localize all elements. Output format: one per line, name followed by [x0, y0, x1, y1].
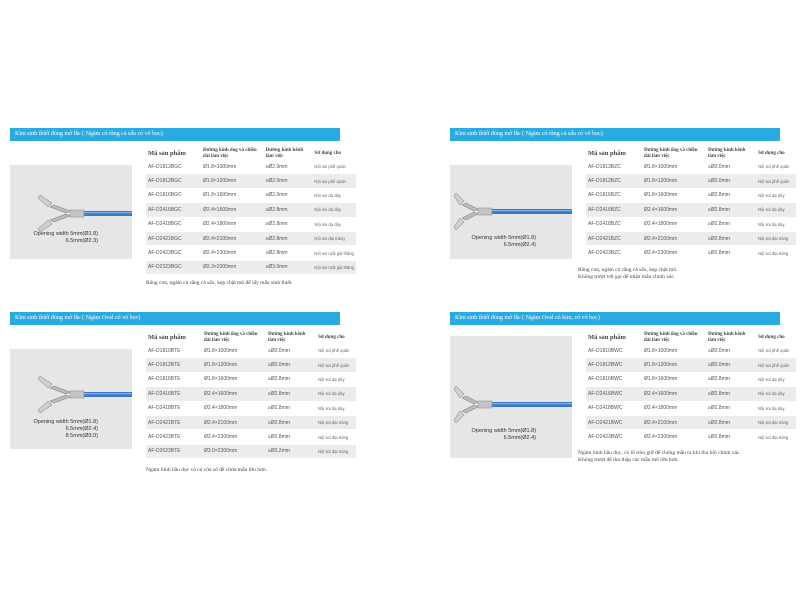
product-code-cell: AF-D1810BWC: [586, 344, 642, 358]
diameter-length-cell: Ø3.0×2300mm: [202, 444, 266, 458]
diameter-length-cell: Ø1.8×1200mm: [201, 174, 264, 188]
usage-cell: Nội soi dạ dày: [756, 387, 796, 401]
product-code-cell: AF-D1812BZC: [586, 174, 642, 188]
channel-diameter-cell: ≥Ø2.8mm: [706, 430, 756, 444]
channel-diameter-cell: ≥Ø2.8mm: [264, 231, 313, 245]
forceps-image: [10, 165, 132, 259]
diameter-length-cell: Ø1.8×1000mm: [201, 160, 264, 174]
product-code-cell: AF-D1813BGC: [146, 160, 201, 174]
usage-cell: Nội soi dạ dày: [312, 188, 356, 202]
diameter-length-cell: Ø2.4×2100mm: [642, 415, 706, 429]
table-row: [586, 372, 796, 386]
usage-cell: Nội soi dạ dày: [756, 372, 796, 386]
diameter-length-cell: Ø2.4×1600mm: [202, 387, 266, 401]
usage-cell: Nội soi dạ dày: [756, 401, 796, 415]
diameter-length-cell: Ø2.4×1800mm: [642, 401, 706, 415]
col-header-code: Mã sản phẩm: [588, 150, 626, 157]
table-row: [586, 188, 796, 202]
diameter-length-cell: Ø2.4×1600mm: [642, 203, 706, 217]
usage-cell: Nội soi phế quản: [312, 174, 356, 188]
diameter-length-cell: Ø1.8×1200mm: [642, 174, 706, 188]
usage-cell: Nội soi dạ dày: [756, 217, 796, 231]
panel-note: Răng cưa, ngàm có răng cá sấu, kẹp chặt mô để lấy mẫu sinh thiết.: [146, 280, 293, 286]
opening-width-caption: Opening width 5mm(Ø1.8) 6.5mm(Ø2.4) 8.5mm(Ø3.0): [33, 419, 98, 439]
col-header-channel: Đường kính kênh làm việc: [708, 148, 746, 159]
table-row: [146, 217, 356, 231]
product-code-cell: AF-D2416BZC: [586, 203, 642, 217]
opening-width-caption: Opening width 5mm(Ø1.8) 6.5mm(Ø2.4): [471, 235, 536, 248]
usage-cell: Nội soi phế quản: [756, 160, 796, 174]
spec-table: [146, 148, 356, 275]
table-row: [146, 246, 356, 260]
channel-diameter-cell: ≥Ø2.8mm: [706, 401, 756, 415]
channel-diameter-cell: ≥Ø3.2mm: [266, 444, 316, 458]
col-header-channel: Đường kính kênh làm việc: [265, 148, 304, 159]
product-code-cell: AF-D2418BGC: [146, 217, 201, 231]
panel-note: Ngàm hình bầu dục, có lỗ tròn giữ để chống mẫu ra khi thu hồi chính xác. Không trượt để thu thập các mẫu mô lớn hơn.: [578, 450, 741, 463]
channel-diameter-cell: ≥Ø2.0mm: [264, 188, 313, 202]
panel-title-bar: Kìm sinh thiết đóng mở lắc ( Ngàm có răng cá sấu có vỏ bọc): [10, 128, 340, 141]
table-row: [586, 401, 796, 415]
table-row: [586, 231, 796, 245]
col-header-code: Mã sản phẩm: [588, 334, 626, 341]
table-row: [586, 246, 796, 260]
product-code-cell: AF-D1812BGC: [146, 174, 201, 188]
diameter-length-cell: Ø2.4×1800mm: [201, 217, 264, 231]
table-row: [146, 444, 356, 458]
channel-diameter-cell: ≥Ø2.8mm: [264, 246, 313, 260]
table-row: [586, 430, 796, 444]
usage-cell: Nội soi ruột già thăng: [312, 260, 356, 274]
product-code-cell: AF-D2416BWC: [586, 387, 642, 401]
usage-cell: Nội soi đại tràng: [756, 246, 796, 260]
panel-title-bar: Kìm sinh thiết đóng mở lắc ( Ngàm Oval có kim, có vỏ bọc): [450, 312, 780, 325]
col-header-usage: Sử dụng cho: [318, 335, 345, 340]
channel-diameter-cell: ≥Ø2.8mm: [706, 231, 756, 245]
table-row: [146, 188, 356, 202]
diameter-length-cell: Ø1.8×1200mm: [642, 358, 706, 372]
diameter-length-cell: Ø2.4×2100mm: [201, 231, 264, 245]
product-code-cell: AF-D2323BGC: [146, 260, 201, 274]
product-code-cell: AF-D1816BZC: [586, 188, 642, 202]
usage-cell: Nội soi đại tràng: [312, 231, 356, 245]
table-row: [146, 344, 356, 358]
col-header-diameter: Đường kính ống và chiều dài làm việc: [644, 332, 698, 343]
product-code-cell: AF-D1812BTE: [146, 358, 202, 372]
usage-cell: Nội soi ruột già thăng: [312, 246, 356, 260]
panel-note: Ngàm hình bầu dục và có cửa sổ để chứa mẫu lớn hơn.: [146, 467, 267, 473]
col-header-channel: Đường kính kênh làm việc: [708, 332, 746, 343]
channel-diameter-cell: ≥Ø2.8mm: [266, 372, 316, 386]
usage-cell: Nội soi phế quản: [756, 174, 796, 188]
channel-diameter-cell: ≥Ø2.8mm: [706, 188, 756, 202]
col-header-code: Mã sản phẩm: [148, 334, 186, 341]
usage-cell: Nội soi phế quản: [756, 358, 796, 372]
channel-diameter-cell: ≥Ø2.8mm: [266, 415, 316, 429]
channel-diameter-cell: ≥Ø2.0mm: [706, 174, 756, 188]
table-row: [146, 203, 356, 217]
product-panel-3: [10, 312, 350, 473]
diameter-length-cell: Ø2.4×1600mm: [201, 203, 264, 217]
channel-diameter-cell: ≥Ø2.0mm: [706, 358, 756, 372]
channel-diameter-cell: ≥Ø2.8mm: [706, 387, 756, 401]
channel-diameter-cell: ≥Ø2.8mm: [706, 217, 756, 231]
table-row: [146, 430, 356, 444]
product-code-cell: AF-D2423BWC: [586, 430, 642, 444]
table-row: [586, 160, 796, 174]
diameter-length-cell: Ø2.4×1800mm: [642, 217, 706, 231]
product-code-cell: AF-D1816BGC: [146, 188, 201, 202]
channel-diameter-cell: ≥Ø3.0mm: [264, 260, 313, 274]
product-code-cell: AF-D1813BZC: [586, 160, 642, 174]
usage-cell: Nội soi đại tràng: [316, 430, 356, 444]
product-code-cell: AF-D2423BZC: [586, 246, 642, 260]
table-row: [146, 358, 356, 372]
usage-cell: Nội soi phế quản: [312, 160, 356, 174]
table-row: [586, 203, 796, 217]
product-code-cell: AF-D1816BWC: [586, 372, 642, 386]
table-row: [146, 415, 356, 429]
col-header-diameter: Đường kính ống và chiều dài làm việc: [203, 148, 257, 159]
channel-diameter-cell: ≥Ø2.0mm: [706, 344, 756, 358]
diameter-length-cell: Ø1.8×1200mm: [202, 358, 266, 372]
product-code-cell: AF-D2423BTE: [146, 430, 202, 444]
channel-diameter-cell: ≥Ø2.8mm: [706, 372, 756, 386]
opening-width-caption: Opening width 5mm(Ø1.8) 6.5mm(Ø2.4): [471, 428, 536, 441]
spec-table: [586, 148, 796, 261]
diameter-length-cell: Ø2.4×2100mm: [202, 415, 266, 429]
diameter-length-cell: Ø1.8×1000mm: [642, 344, 706, 358]
usage-cell: Nội soi dạ dày: [756, 188, 796, 202]
product-code-cell: AF-D1810BTE: [146, 344, 202, 358]
table-row: [586, 344, 796, 358]
product-code-cell: AF-D2421BGC: [146, 231, 201, 245]
col-header-usage: Sử dụng cho: [314, 151, 342, 156]
table-row: [586, 358, 796, 372]
diameter-length-cell: Ø1.8×1600mm: [201, 188, 264, 202]
col-header-usage: Sử dụng cho: [758, 335, 785, 340]
diameter-length-cell: Ø2.4×2300mm: [201, 246, 264, 260]
diameter-length-cell: Ø2.4×2300mm: [642, 430, 706, 444]
usage-cell: Nội soi dạ dày: [316, 372, 356, 386]
product-code-cell: AF-D2421BZC: [586, 231, 642, 245]
product-code-cell: AF-D2418BWC: [586, 401, 642, 415]
table-row: [146, 260, 356, 274]
col-header-channel: Đường kính kênh làm việc: [268, 332, 306, 343]
table-row: [146, 174, 356, 188]
usage-cell: Nội soi đại tràng: [756, 231, 796, 245]
usage-cell: Nội soi dạ dày: [312, 203, 356, 217]
panel-title-bar: Kìm sinh thiết đóng mở lắc ( Ngàm Oval có vỏ bọc): [10, 312, 340, 325]
panel-note: Răng cưa, ngàm có răng cá sấu, kẹp chặt mô. Không trượt với gai để nhận mẫu chính xác.: [578, 267, 678, 280]
usage-cell: Nội soi phế quản: [316, 344, 356, 358]
product-code-cell: AF-D2416BTE: [146, 387, 202, 401]
channel-diameter-cell: ≥Ø2.0mm: [266, 358, 316, 372]
diameter-length-cell: Ø2.4×1800mm: [202, 401, 266, 415]
usage-cell: Nội soi phế quản: [316, 358, 356, 372]
channel-diameter-cell: ≥Ø2.8mm: [266, 430, 316, 444]
product-code-cell: AF-D2423BGC: [146, 246, 201, 260]
diameter-length-cell: Ø1.8×1000mm: [202, 344, 266, 358]
col-header-diameter: Đường kính ống và chiều dài làm việc: [204, 332, 258, 343]
diameter-length-cell: Ø2.4×2100mm: [642, 231, 706, 245]
channel-diameter-cell: ≥Ø2.8mm: [264, 217, 313, 231]
product-code-cell: AF-D2418BTE: [146, 401, 202, 415]
table-row: [586, 174, 796, 188]
channel-diameter-cell: ≥Ø2.0mm: [264, 160, 313, 174]
col-header-code: Mã sản phẩm: [148, 150, 186, 157]
usage-cell: Nội soi dạ dày: [316, 387, 356, 401]
usage-cell: Nội soi dạ dày: [316, 401, 356, 415]
diameter-length-cell: Ø2.4×1600mm: [642, 387, 706, 401]
diameter-length-cell: Ø2.4×2300mm: [202, 430, 266, 444]
spec-table: [146, 332, 356, 459]
table-row: [146, 401, 356, 415]
product-panel-2: [450, 128, 790, 280]
diameter-length-cell: Ø2.4×2300mm: [642, 246, 706, 260]
product-code-cell: AF-D2416BGC: [146, 203, 201, 217]
table-row: [146, 387, 356, 401]
table-row: [586, 415, 796, 429]
diameter-length-cell: Ø1.8×1600mm: [202, 372, 266, 386]
table-row: [146, 231, 356, 245]
channel-diameter-cell: ≥Ø2.0mm: [264, 174, 313, 188]
diameter-length-cell: Ø1.8×1600mm: [642, 372, 706, 386]
col-header-usage: Sử dụng cho: [758, 151, 785, 156]
table-row: [146, 160, 356, 174]
channel-diameter-cell: ≥Ø2.8mm: [706, 203, 756, 217]
forceps-image: [450, 165, 572, 259]
forceps-image: [10, 349, 132, 449]
usage-cell: Nội soi đại tràng: [756, 430, 796, 444]
channel-diameter-cell: ≥Ø2.8mm: [706, 246, 756, 260]
usage-cell: Nội soi dạ dày: [312, 217, 356, 231]
channel-diameter-cell: ≥Ø2.0mm: [706, 160, 756, 174]
product-code-cell: AF-D2421BWC: [586, 415, 642, 429]
usage-cell: Nội soi đại tràng: [316, 415, 356, 429]
channel-diameter-cell: ≥Ø2.8mm: [264, 203, 313, 217]
diameter-length-cell: Ø2.3×2300mm: [201, 260, 264, 274]
channel-diameter-cell: ≥Ø2.0mm: [266, 344, 316, 358]
product-code-cell: AF-D1812BWC: [586, 358, 642, 372]
channel-diameter-cell: ≥Ø2.8mm: [706, 415, 756, 429]
usage-cell: Nội soi dạ dày: [756, 203, 796, 217]
table-row: [586, 217, 796, 231]
product-panel-1: [10, 128, 354, 286]
product-panel-4: [450, 312, 790, 463]
usage-cell: Nội soi đại tràng: [316, 444, 356, 458]
usage-cell: Nội soi phế quản: [756, 344, 796, 358]
diameter-length-cell: Ø1.8×1600mm: [642, 188, 706, 202]
col-header-diameter: Đường kính ống và chiều dài làm việc: [644, 148, 698, 159]
opening-width-caption: Opening width 5mm(Ø1.8) 6.5mm(Ø2.3): [33, 231, 98, 244]
usage-cell: Nội soi đại tràng: [756, 415, 796, 429]
channel-diameter-cell: ≥Ø2.8mm: [266, 401, 316, 415]
panel-title-bar: Kìm sinh thiết đóng mở lắc ( Ngàm có răng cá sấu có vỏ bọc): [450, 128, 780, 141]
table-row: [586, 387, 796, 401]
product-code-cell: AF-D3023BTE: [146, 444, 202, 458]
table-row: [146, 372, 356, 386]
channel-diameter-cell: ≥Ø2.8mm: [266, 387, 316, 401]
product-code-cell: AF-D2418BZC: [586, 217, 642, 231]
diameter-length-cell: Ø1.8×1000mm: [642, 160, 706, 174]
forceps-image: [450, 336, 572, 458]
product-code-cell: AF-D1816BTE: [146, 372, 202, 386]
product-code-cell: AF-D2421BTE: [146, 415, 202, 429]
spec-table: [586, 332, 796, 445]
